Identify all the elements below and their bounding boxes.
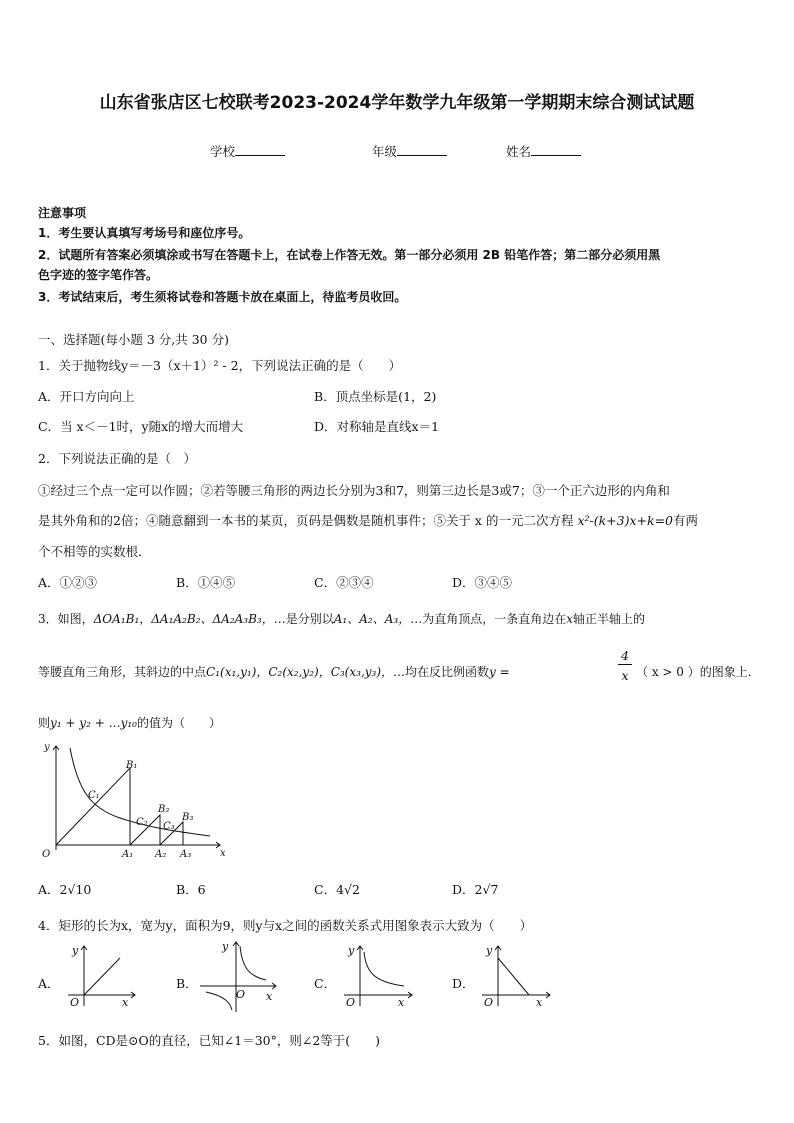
- q3-sum: y₁ + y₂ + …y₁₀: [50, 716, 137, 730]
- fig-label-y: y: [44, 742, 50, 753]
- triangle-1: [56, 768, 130, 845]
- q1-option-a[interactable]: A．开口方向向上: [38, 389, 135, 404]
- q5-stem: 5．如图，CD是⊙O的直径，已知∠1＝30°，则∠2等于( ): [38, 1033, 381, 1048]
- q3-option-a[interactable]: A．2√10: [38, 882, 92, 897]
- q3-text: 均在反比例函数: [405, 665, 490, 679]
- page-title: 山东省张店区七校联考2023-2024学年数学九年级第一学期期末综合测试试题: [99, 93, 695, 113]
- q2-equation: x²-(k+3)x+k=0: [577, 513, 674, 528]
- q4-option-a[interactable]: A．: [38, 976, 60, 991]
- notice-item: 色字迹的签字笔作答。: [38, 268, 159, 282]
- axis-label-y: y: [72, 944, 79, 957]
- fig-label-a2: A₂: [155, 849, 167, 860]
- axis-label-x: x: [122, 996, 129, 1009]
- q3-text: 的值为（ ）: [136, 716, 221, 730]
- axis-label-y: y: [222, 940, 229, 953]
- q3-line: [38, 663, 510, 680]
- axis-label-x: x: [398, 996, 405, 1009]
- q2-option-d[interactable]: D．③④⑤: [452, 575, 513, 590]
- q1-stem: 1．关于抛物线y＝－3（x＋1）² - 2，下列说法正确的是（ ）: [38, 358, 402, 373]
- axis-label-o: O: [236, 988, 246, 1001]
- q2-line-text: 是其外角和的2倍；④随意翻到一本书的某页，页码是偶数是随机事件；⑤关于 x 的一元二次方程: [38, 513, 578, 528]
- q3-line: [38, 714, 221, 731]
- q3-text: 等腰直角三角形，其斜边的中点: [38, 665, 207, 679]
- fig-label-c2: C₂: [136, 817, 148, 828]
- school-field[interactable]: [210, 142, 285, 160]
- linear-line: [84, 958, 120, 995]
- name-field[interactable]: [506, 142, 581, 160]
- q4-graph-a[interactable]: [60, 940, 140, 1010]
- q3-triangles: ΔOA₁B₁，ΔA₁A₂B₂、ΔA₂A₃B₃，…: [93, 612, 286, 626]
- hyperbola-branch: [364, 952, 404, 986]
- axis-label-o: O: [484, 996, 494, 1009]
- school-label: 学校: [210, 144, 236, 159]
- fig-label-c1: C₁: [88, 790, 100, 801]
- notice-item: 3．考试结束后，考生须将试卷和答题卡放在桌面上，待监考员收回。: [38, 290, 407, 304]
- decreasing-line: [498, 958, 529, 995]
- q3-text: 轴正半轴上的: [573, 612, 646, 626]
- hyperbola-branch-2: [206, 992, 232, 1010]
- grade-label: 年级: [372, 144, 398, 159]
- q1-option-b[interactable]: B．顶点坐标是(1，2): [314, 389, 437, 404]
- fig-label-b3: B₃: [182, 812, 194, 823]
- q3-function: y =: [489, 665, 510, 679]
- q3-text: 是分别以: [285, 612, 334, 626]
- q3-axis-var: x: [566, 612, 573, 626]
- school-blank[interactable]: [235, 143, 285, 156]
- q2-option-a[interactable]: A．①②③: [38, 575, 98, 590]
- q3-midpoints: C₁(x₁,y₁)，C₂(x₂,y₂)，C₃(x₃,y₃)，…: [206, 665, 406, 679]
- q2-line: 个不相等的实数根．: [38, 544, 151, 559]
- q3-line: [38, 610, 645, 627]
- q3-text: 3．如图，: [38, 612, 94, 626]
- q3-domain: （ x > 0 ）的图象上.: [636, 665, 752, 679]
- fig-label-a1: A₁: [122, 849, 134, 860]
- notice-heading: 注意事项: [38, 206, 87, 220]
- grade-field[interactable]: [372, 142, 447, 160]
- q3-text: 为直角顶点，一条直角边在: [422, 612, 567, 626]
- fig-label-c3: C₃: [163, 821, 175, 832]
- q2-line: [38, 511, 698, 529]
- axis-label-x: x: [536, 996, 543, 1009]
- q3-option-c[interactable]: C．4√2: [314, 882, 360, 897]
- name-label: 姓名: [506, 144, 532, 159]
- q1-option-d[interactable]: D．对称轴是直线x＝1: [314, 419, 440, 434]
- q2-line-text: 有两: [673, 513, 699, 528]
- fig-label-b1: B₁: [126, 760, 138, 771]
- grade-blank[interactable]: [397, 143, 447, 156]
- name-blank[interactable]: [531, 143, 581, 156]
- q3-option-d[interactable]: D．2√7: [452, 882, 499, 897]
- q4-stem: 4．矩形的长为x，宽为y，面积为9，则y与x之间的函数关系式用图象表示大致为（ ）: [38, 918, 533, 933]
- axis-label-y: y: [486, 944, 493, 957]
- notice-item: 2．试题所有答案必须填涂或书写在答题卡上，在试卷上作答无效。第一部分必须用 2B 铅笔作答；第二部分必须用黑: [38, 248, 661, 262]
- q3-fraction-den: x: [621, 668, 629, 683]
- q4-graph-d[interactable]: [474, 940, 554, 1010]
- fraction-bar: [618, 664, 632, 665]
- q4-graph-b[interactable]: [196, 936, 280, 1016]
- q3-text: 则: [38, 716, 51, 730]
- q4-option-c[interactable]: C．: [314, 976, 337, 991]
- q3-fraction-num: 4: [621, 648, 629, 663]
- q2-option-c[interactable]: C．②③④: [314, 575, 374, 590]
- fig-label-a3: A₃: [180, 849, 192, 860]
- axis-label-o: O: [346, 996, 356, 1009]
- fig-label-o: O: [42, 849, 51, 860]
- axis-label-y: y: [348, 944, 355, 957]
- fig-label-b2: B₂: [158, 804, 170, 815]
- axis-label-o: O: [70, 996, 80, 1009]
- hyperbola-branch-1: [240, 946, 266, 980]
- q4-option-d[interactable]: D．: [452, 976, 475, 991]
- notice-item: 1．考生要认真填写考场号和座位序号。: [38, 226, 251, 240]
- axis-label-x: x: [266, 990, 273, 1003]
- fig-label-x: x: [220, 848, 226, 859]
- q2-line: ①经过三个点一定可以作圆；②若等腰三角形的两边长分别为3和7，则第三边长是3或7；③一个正六边形的内角和: [38, 483, 670, 498]
- q4-graph-c[interactable]: [336, 940, 416, 1010]
- q1-option-c[interactable]: C．当 x＜－1时，y随x的增大而增大: [38, 419, 244, 434]
- q2-stem: 2．下列说法正确的是（ ）: [38, 451, 196, 466]
- q3-vertices: A₁、A₂、A₃，…: [333, 612, 423, 626]
- section-heading: 一、选择题(每小题 3 分,共 30 分): [38, 332, 229, 347]
- q3-figure: [30, 740, 230, 860]
- q3-option-b[interactable]: B．6: [176, 882, 206, 897]
- q2-option-b[interactable]: B．①④⑤: [176, 575, 236, 590]
- q4-option-b[interactable]: B．: [176, 976, 198, 991]
